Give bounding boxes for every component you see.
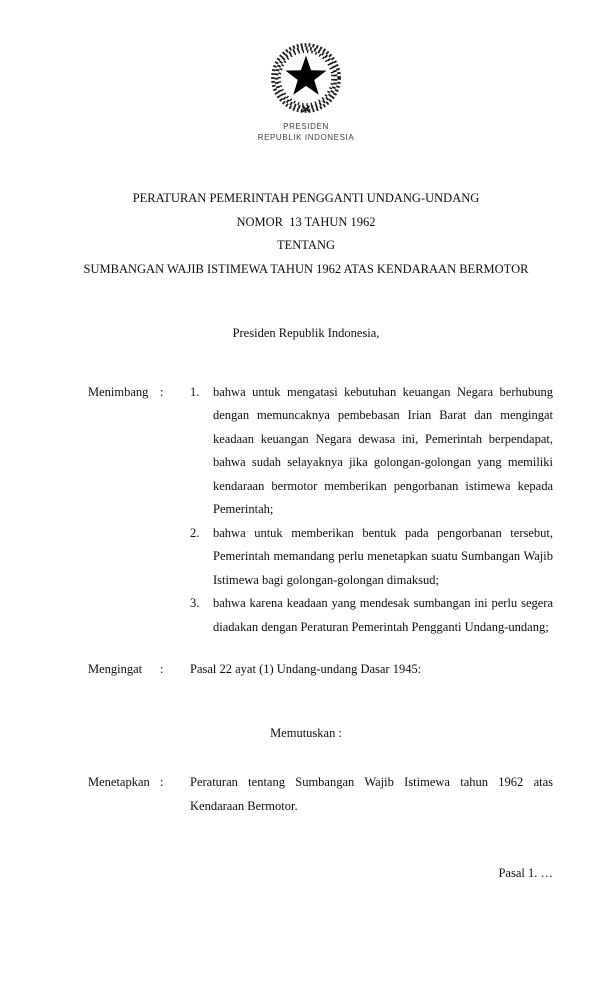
title-line-4: SUMBANGAN WAJIB ISTIMEWA TAHUN 1962 ATAS KENDARAAN BERMOTOR (83, 261, 529, 276)
menimbang-colon: : (160, 384, 164, 399)
item-text: bahwa karena keadaan yang mendesak sumbangan ini perlu segera diadakan dengan Peraturan Pemerintah Pengganti Undang-undang; (213, 596, 553, 634)
menetapkan-label: Menetapkan (88, 775, 150, 789)
item-number: 1. (190, 384, 200, 399)
item-number: 3. (190, 596, 200, 610)
item-number: 2. (190, 525, 200, 540)
title-line-2: NOMOR 13 TAHUN 1962 (236, 214, 376, 229)
menimbang-label: Menimbang (88, 384, 149, 399)
document-body-decision (88, 771, 553, 886)
letterhead-line-republik-indonesia: REPUBLIK INDONESIA (257, 132, 355, 142)
menimbang-section (88, 381, 553, 640)
letterhead (0, 0, 612, 143)
menetapkan-colon: : (160, 775, 164, 789)
item-text: bahwa untuk memberikan bentuk pada pengorbanan tersebut, Pemerintah memandang perlu menetapkan suatu Sumbangan Wajib Istimewa bagi golongan-golongan dimaksud; (213, 525, 553, 587)
mengingat-text: Pasal 22 ayat (1) Undang-undang Dasar 1945: (190, 662, 422, 676)
mengingat-section (88, 658, 553, 682)
title-line-1: PERATURAN PEMERINTAH PENGGANTI UNDANG-UNDANG (132, 191, 480, 205)
item-text: bahwa untuk mengatasi kebutuhan keuangan Negara berhubung dengan memuncaknya pembebasan Irian Barat dan mengingat keadaan keuangan Negara dewasa ini, Pemerintah berpendapat, bahwa sudah selayaknya jika golongan-golongan yang memiliki kendaraan bermotor memberikan pengorbanan istimewa kepada Pemerintah; (213, 384, 553, 516)
document-body (88, 381, 553, 682)
title-line-3: TENTANG (276, 238, 335, 252)
consideration-item-2 (190, 522, 553, 593)
star-icon (285, 56, 326, 95)
salutation: Presiden Republik Indonesia, (232, 326, 380, 340)
consideration-item-1 (190, 381, 553, 522)
menetapkan-text: Peraturan tentang Sumbangan Wajib Istimewa tahun 1962 atas Kendaraan Bermotor. (190, 775, 553, 813)
page-continuation: Pasal 1. … (498, 866, 553, 880)
mengingat-label: Mengingat (88, 662, 143, 676)
document-title (0, 187, 612, 281)
memutuskan-heading: Memutuskan : (270, 725, 342, 740)
menetapkan-section (88, 771, 553, 818)
menimbang-items (190, 381, 553, 640)
letterhead-text (0, 122, 612, 143)
presidential-seal-icon (270, 42, 342, 114)
consideration-item-3 (190, 592, 553, 639)
mengingat-colon: : (160, 662, 164, 676)
letterhead-line-presiden: PRESIDEN (283, 122, 329, 131)
